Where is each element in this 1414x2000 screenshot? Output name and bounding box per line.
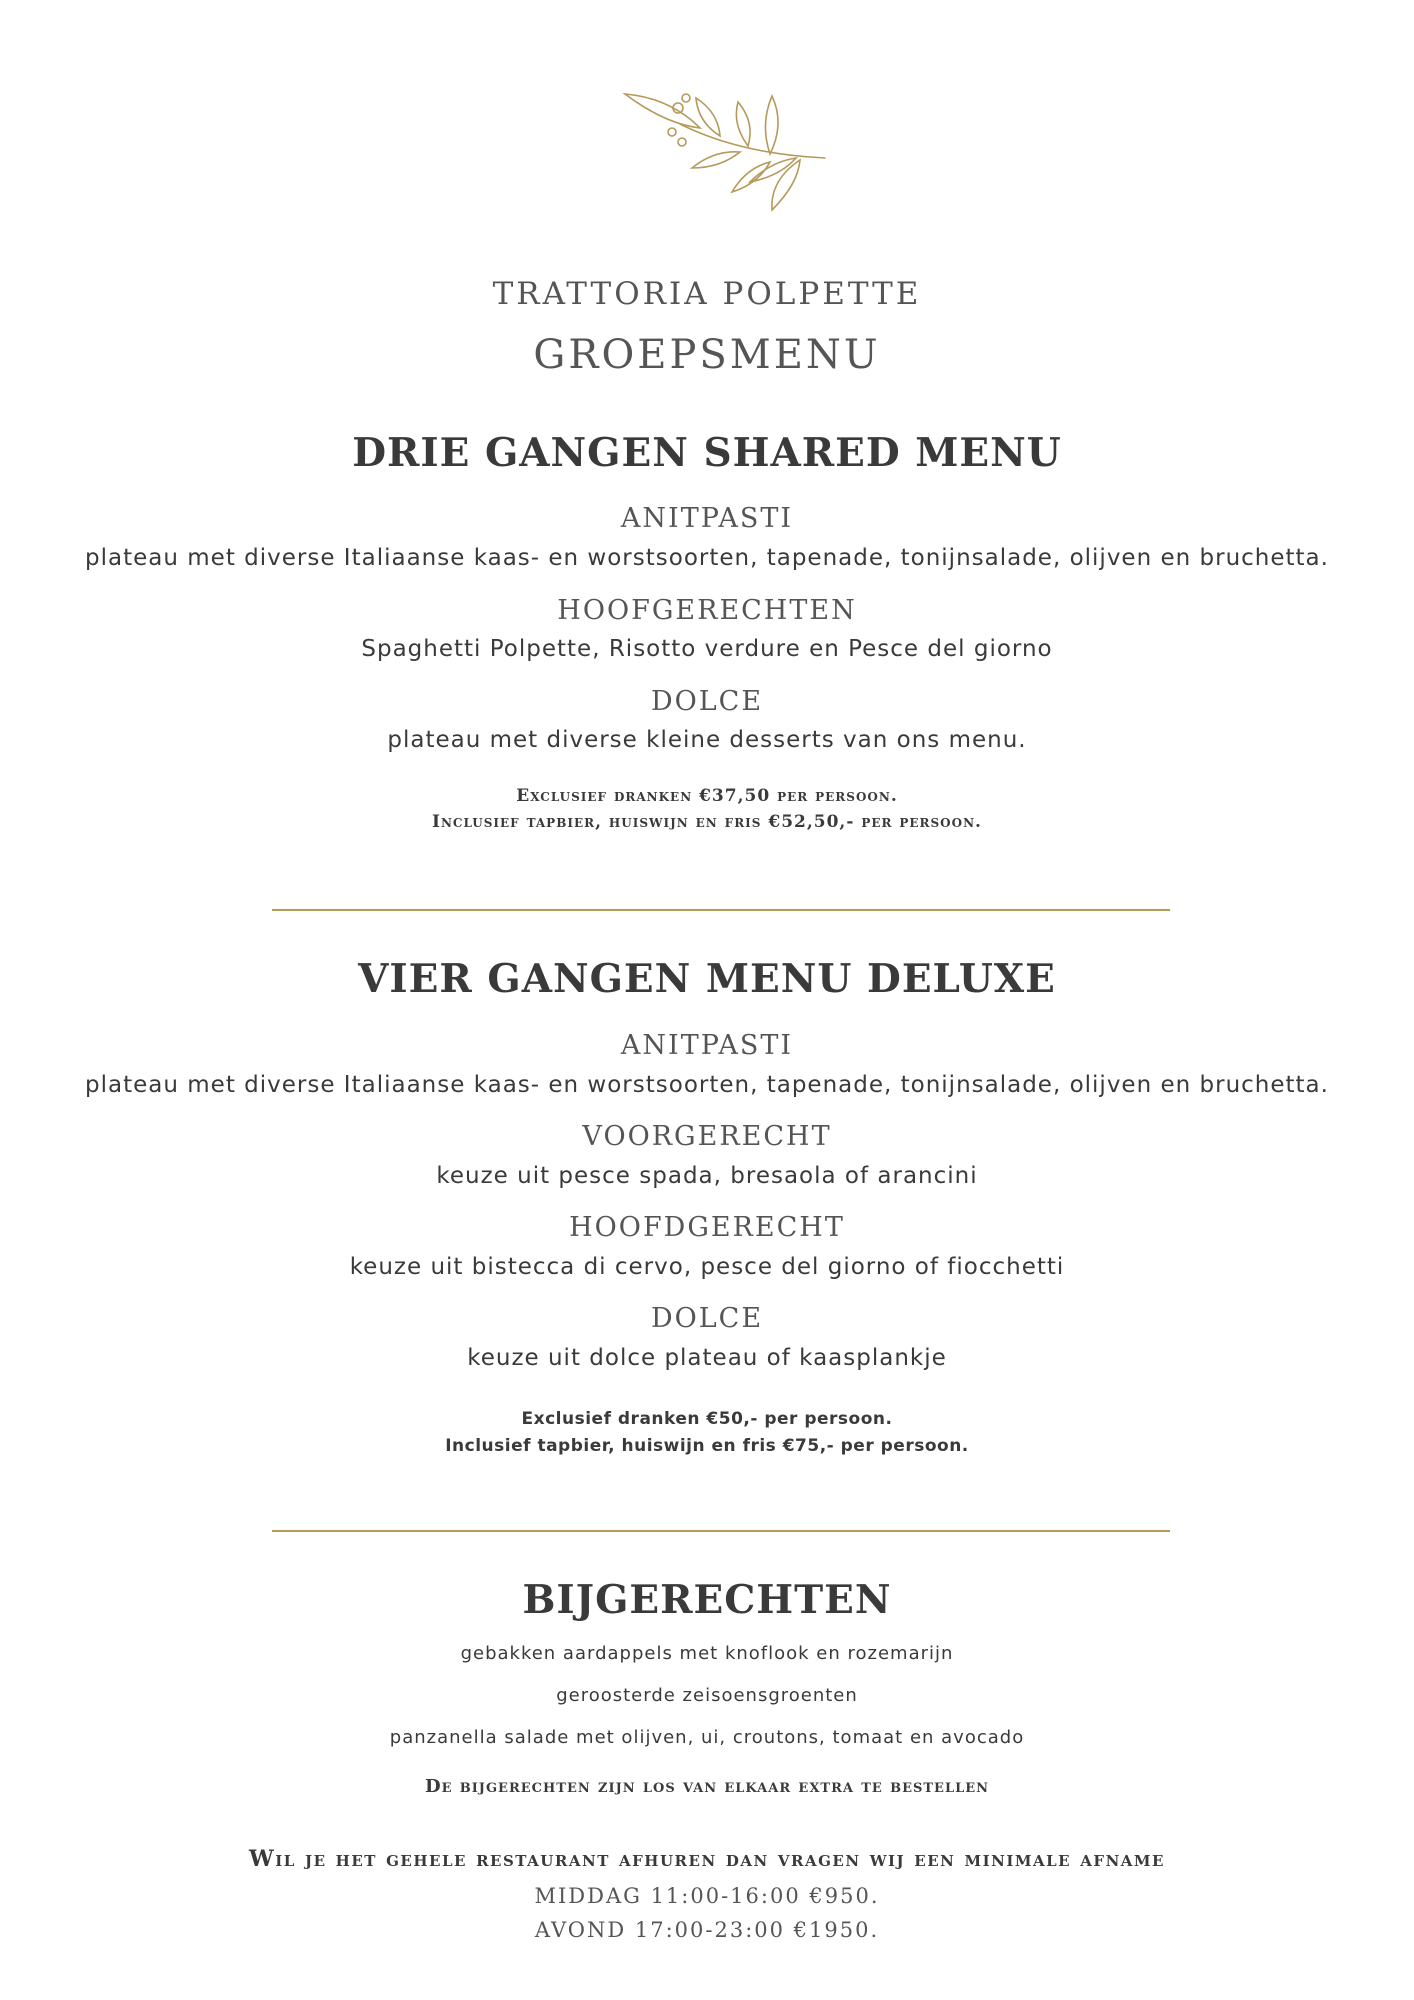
menu1-course-desc: plateau met diverse kleine desserts van ons menu.	[387, 727, 1027, 753]
menu2-title: VIER GANGEN MENU DELUXE	[358, 956, 1056, 1002]
olive-branch-icon	[620, 84, 830, 214]
menu2-course-desc: keuze uit dolce plateau of kaasplankje	[467, 1345, 947, 1371]
menu2-course-name: DOLCE	[650, 1303, 764, 1334]
rental-lunch: MIDDAG 11:00-16:00 €950.	[534, 1884, 880, 1908]
menu2-course-desc: keuze uit bistecca di cervo, pesce del giorno of fiocchetti	[349, 1254, 1065, 1280]
menu2-course-desc: plateau met diverse Italiaanse kaas- en worstsoorten, tapenade, tonijnsalade, olijven en bruchetta.	[85, 1072, 1329, 1098]
page-title: GROEPSMENU	[533, 332, 881, 378]
menu1-title: DRIE GANGEN SHARED MENU	[352, 430, 1062, 476]
menu2-price-excl: Exclusief dranken €50,- per persoon.	[521, 1409, 893, 1429]
side-item: panzanella salade met olijven, ui, croutons, tomaat en avocado	[389, 1727, 1025, 1748]
menu2-course-name: VOORGERECHT	[582, 1121, 832, 1152]
rental-dinner: AVOND 17:00-23:00 €1950.	[534, 1918, 880, 1942]
section-divider	[272, 909, 1170, 911]
menu1-course-name: HOOFGERECHTEN	[557, 595, 857, 626]
menu2-course-desc: keuze uit pesce spada, bresaola of arancini	[436, 1163, 978, 1189]
side-item: gebakken aardappels met knoflook en rozemarijn	[460, 1643, 954, 1664]
sides-note: De bijgerechten zijn los van elkaar extra te bestellen	[424, 1776, 990, 1797]
menu2-price-incl: Inclusief tapbier, huiswijn en fris €75,- per persoon.	[445, 1436, 969, 1456]
menu2-course-name: ANITPASTI	[620, 1030, 794, 1061]
menu1-course-name: ANITPASTI	[620, 503, 794, 534]
restaurant-name: TRATTORIA POLPETTE	[492, 276, 922, 312]
menu2-course-name: HOOFDGERECHT	[569, 1212, 845, 1243]
section-divider	[272, 1530, 1170, 1532]
side-item: geroosterde zeisoensgroenten	[556, 1685, 858, 1706]
sides-title: BIJGERECHTEN	[522, 1577, 892, 1623]
menu1-course-desc: plateau met diverse Italiaanse kaas- en worstsoorten, tapenade, tonijnsalade, olijven en bruchetta.	[85, 545, 1329, 571]
menu1-price-incl: Inclusief tapbier, huiswijn en fris €52,50,- per persoon.	[432, 812, 982, 832]
menu1-price-excl: Exclusief dranken €37,50 per persoon.	[516, 786, 898, 806]
menu1-course-name: DOLCE	[650, 686, 764, 717]
rental-text: Wil je het gehele restaurant afhuren dan vragen wij een minimale afname	[249, 1846, 1165, 1872]
menu1-course-desc: Spaghetti Polpette, Risotto verdure en Pesce del giorno	[361, 636, 1053, 662]
